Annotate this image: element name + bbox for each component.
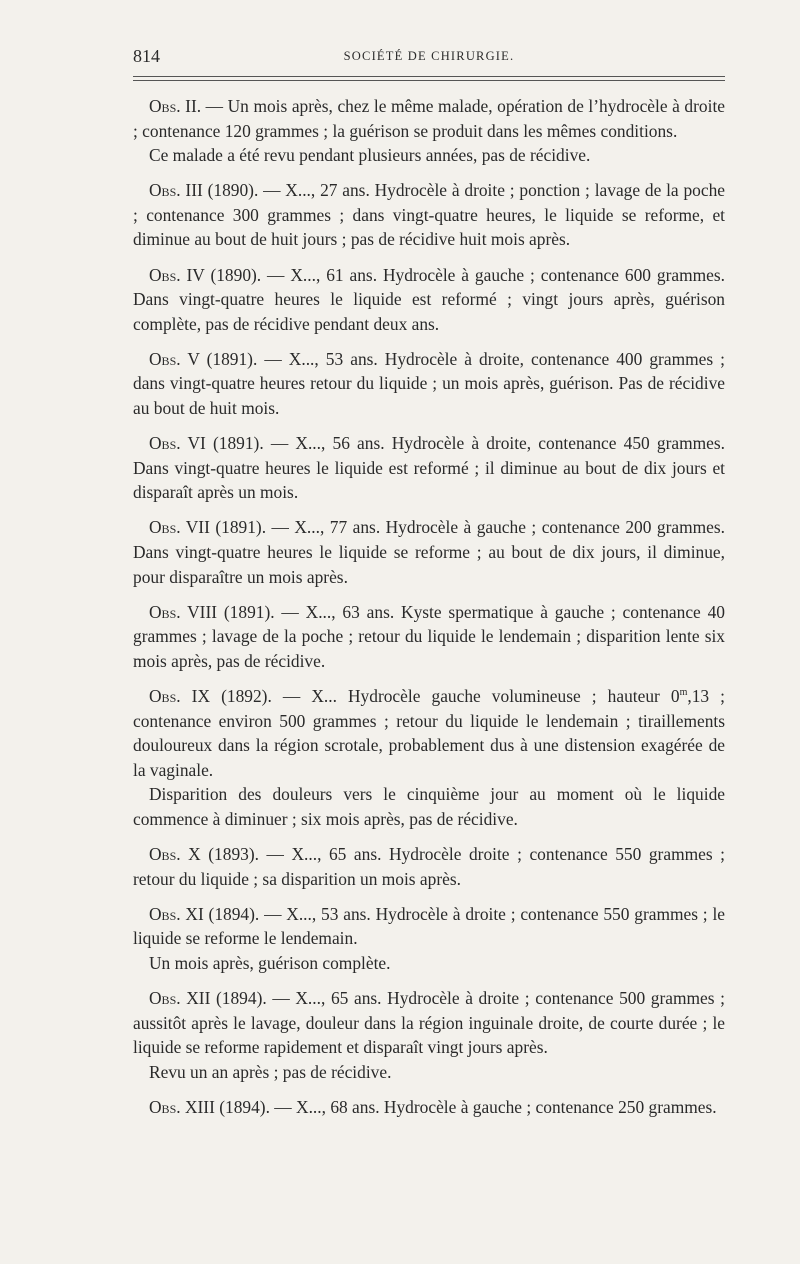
observation-text: Disparition des douleurs vers le cinquième jour au moment où le liquide commence à diminuer ; six mois après, pas de récidive. <box>133 784 725 829</box>
observation-text: Revu un an après ; pas de récidive. <box>149 1061 392 1082</box>
obs-label: Obs. <box>149 264 181 285</box>
observation-text: IV (1890). — X..., 61 ans. Hydrocèle à gauche ; contenance 600 grammes. Dans vingt-quatre heures le liquide est reformé ; vingt jours après, guérison complète, pas de récidive pendant deux ans. <box>133 264 725 334</box>
observation-text: VIII (1891). — X..., 63 ans. Kyste spermatique à gauche ; contenance 40 grammes ; lavage de la poche ; retour du liquide le lendemain ; disparition lente six mois après, pas de récidive. <box>133 601 725 671</box>
observation-text: IX (1892). — X... Hydrocèle gauche volumineuse ; hauteur 0 <box>180 685 680 706</box>
obs-label: Obs. <box>149 601 181 622</box>
page-number: 814 <box>133 46 160 66</box>
obs-label: Obs. <box>149 844 181 865</box>
header-rule-bottom <box>133 80 725 81</box>
observation-11-continued <box>133 951 725 976</box>
observation-13 <box>133 1095 725 1120</box>
observation-text: ,13 ; contenance environ 500 grammes ; retour du liquide le lendemain ; tiraillements douloureux dans la région scrotale, probablement dus à une distension exagérée de la vaginale. <box>133 685 726 780</box>
observation-9 <box>133 684 725 782</box>
observation-text: II. — Un mois après, chez le même malade, opération de l’hydrocèle à droite ; contenance 120 grammes ; la guérison se produit dans les mêmes conditions. <box>133 96 725 141</box>
observation-5 <box>133 347 725 421</box>
observation-2-continued <box>133 143 725 168</box>
observation-4 <box>133 263 725 337</box>
observation-3 <box>133 178 725 252</box>
obs-label: Obs. <box>149 685 181 706</box>
observation-text: III (1890). — X..., 27 ans. Hydrocèle à droite ; ponction ; lavage de la poche ; contenance 300 grammes ; dans vingt-quatre heures, le liquide se reforme, et diminue au bout de huit jours ; pas de récidive huit mois après. <box>133 180 725 250</box>
observation-text: Un mois après, guérison complète. <box>149 952 391 973</box>
obs-label: Obs. <box>149 988 181 1008</box>
observation-10 <box>133 842 725 891</box>
observation-12-continued <box>133 1060 725 1085</box>
obs-label: Obs. <box>149 348 181 369</box>
running-title: SOCIÉTÉ DE CHIRURGIE. <box>343 49 515 63</box>
observation-text: XII (1894). — X..., 65 ans. Hydrocèle à droite ; contenance 500 grammes ; aussitôt après le lavage, douleur dans la région inguinale droite, de courte durée ; le liquide se reforme rapidement et disparaît vingt jours après. <box>133 988 725 1058</box>
body-text <box>133 94 725 1119</box>
observation-text: XIII (1894). — X..., 68 ans. Hydrocèle à gauche ; contenance 250 grammes. <box>180 1096 717 1117</box>
obs-label: Obs. <box>149 1096 181 1117</box>
observation-text: VII (1891). — X..., 77 ans. Hydrocèle à gauche ; contenance 200 grammes. Dans vingt-quatre heures le liquide se reforme ; au bout de dix jours, il diminue, pour disparaître un mois après. <box>133 517 725 587</box>
obs-label: Obs. <box>149 96 181 116</box>
observation-7 <box>133 515 725 589</box>
obs-label: Obs. <box>149 517 181 538</box>
obs-label: Obs. <box>149 433 181 454</box>
observation-text: Ce malade a été revu pendant plusieurs années, pas de récidive. <box>149 145 591 166</box>
observation-11 <box>133 902 725 951</box>
observation-text: XI (1894). — X..., 53 ans. Hydrocèle à droite ; contenance 550 grammes ; le liquide se reforme le lendemain. <box>133 903 725 949</box>
observation-8 <box>133 600 725 674</box>
header-rule-top <box>133 76 725 77</box>
observation-6 <box>133 431 725 505</box>
observation-text: X (1893). — X..., 65 ans. Hydrocèle droite ; contenance 550 grammes ; retour du liquide ; sa disparition un mois après. <box>133 844 725 889</box>
observation-12 <box>133 986 725 1060</box>
obs-label: Obs. <box>149 903 181 924</box>
page-header <box>133 44 725 72</box>
observation-text: VI (1891). — X..., 56 ans. Hydrocèle à droite, contenance 450 grammes. Dans vingt-quatre heures le liquide est reformé ; il diminue au bout de dix jours et disparaît après un mois. <box>133 433 725 503</box>
superscript-unit: m <box>679 687 688 699</box>
obs-label: Obs. <box>149 180 181 201</box>
observation-2 <box>133 94 725 143</box>
observation-9-continued <box>133 782 725 831</box>
observation-text: V (1891). — X..., 53 ans. Hydrocèle à droite, contenance 400 grammes ; dans vingt-quatre heures retour du liquide ; un mois après, guérison. Pas de récidive au bout de huit mois. <box>133 348 725 419</box>
